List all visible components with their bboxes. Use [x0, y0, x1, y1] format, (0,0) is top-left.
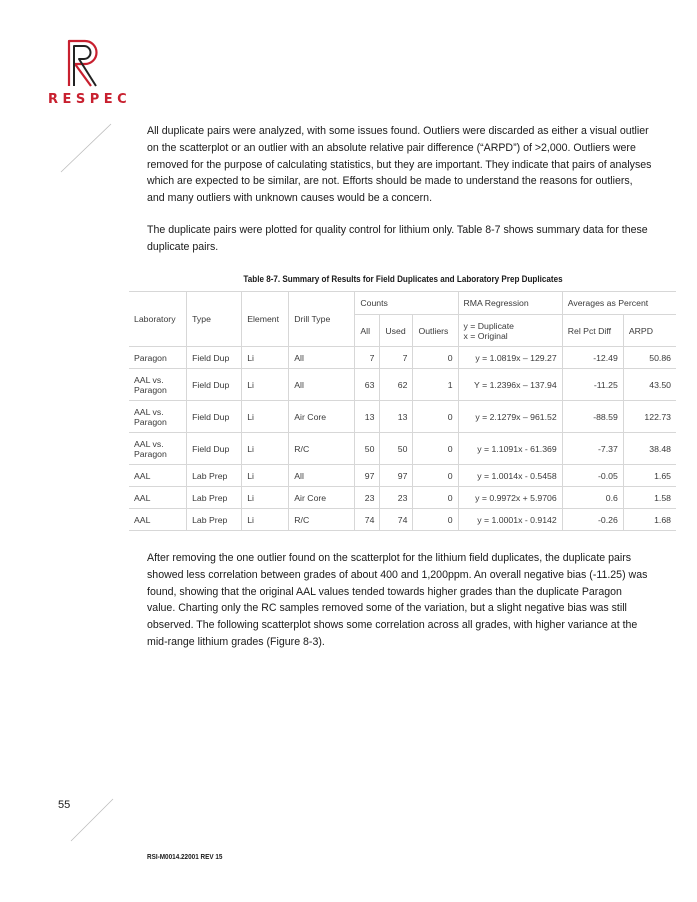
table-row [129, 465, 676, 487]
cell-rel-pct-diff: -12.49 [562, 347, 623, 369]
table-row [129, 487, 676, 509]
cell-outliers: 0 [413, 401, 458, 433]
cell-laboratory: AAL vs. Paragon [129, 401, 187, 433]
cell-rma: y = 1.0819x – 129.27 [458, 347, 562, 369]
cell-used: 62 [380, 369, 413, 401]
cell-type: Field Dup [187, 401, 242, 433]
cell-all: 7 [355, 347, 380, 369]
cell-used: 50 [380, 433, 413, 465]
cell-outliers: 0 [413, 465, 458, 487]
cell-type: Field Dup [187, 433, 242, 465]
table-row [129, 369, 676, 401]
table-row [129, 433, 676, 465]
cell-rma: y = 1.0014x - 0.5458 [458, 465, 562, 487]
cell-type: Lab Prep [187, 465, 242, 487]
cell-all: 74 [355, 509, 380, 531]
table-row [129, 347, 676, 369]
header-used: Used [380, 315, 413, 347]
cell-all: 50 [355, 433, 380, 465]
cell-drill-type: R/C [289, 509, 355, 531]
header-rma-regression: RMA Regression [458, 292, 562, 315]
cell-element: Li [242, 509, 289, 531]
cell-rel-pct-diff: -11.25 [562, 369, 623, 401]
header-type: Type [187, 292, 242, 347]
cell-outliers: 0 [413, 509, 458, 531]
cell-drill-type: All [289, 347, 355, 369]
cell-arpd: 1.58 [623, 487, 676, 509]
cell-drill-type: Air Core [289, 401, 355, 433]
header-drill-type: Drill Type [289, 292, 355, 347]
cell-used: 13 [380, 401, 413, 433]
cell-used: 97 [380, 465, 413, 487]
header-averages: Averages as Percent [562, 292, 676, 315]
cell-type: Lab Prep [187, 487, 242, 509]
header-outliers: Outliers [413, 315, 458, 347]
cell-rel-pct-diff: 0.6 [562, 487, 623, 509]
cell-used: 23 [380, 487, 413, 509]
cell-all: 97 [355, 465, 380, 487]
table-caption: Table 8-7. Summary of Results for Field Duplicates and Laboratory Prep Duplicates [243, 274, 563, 284]
cell-laboratory: AAL [129, 487, 187, 509]
cell-element: Li [242, 465, 289, 487]
cell-arpd: 122.73 [623, 401, 676, 433]
rma-y-definition: y = Duplicate [463, 320, 514, 331]
cell-rma: y = 2.1279x – 961.52 [458, 401, 562, 433]
cell-rel-pct-diff: -0.05 [562, 465, 623, 487]
cell-used: 74 [380, 509, 413, 531]
rma-x-definition: x = Original [463, 330, 508, 341]
cell-arpd: 50.86 [623, 347, 676, 369]
cell-type: Field Dup [187, 347, 242, 369]
cell-all: 23 [355, 487, 380, 509]
header-laboratory: Laboratory [129, 292, 187, 347]
cell-rma: y = 1.0001x - 0.9142 [458, 509, 562, 531]
decorative-diagonal-line [70, 798, 114, 842]
respec-logo [48, 38, 132, 118]
cell-all: 63 [355, 369, 380, 401]
cell-arpd: 38.48 [623, 433, 676, 465]
cell-laboratory: AAL [129, 509, 187, 531]
cell-rma: Y = 1.2396x – 137.94 [458, 369, 562, 401]
cell-rma: y = 1.1091x - 61.369 [458, 433, 562, 465]
cell-laboratory: AAL vs. Paragon [129, 433, 187, 465]
cell-element: Li [242, 369, 289, 401]
header-counts: Counts [355, 292, 458, 315]
cell-outliers: 0 [413, 433, 458, 465]
document-code: RSI-M0014.22001 REV 15 [147, 852, 223, 861]
cell-arpd: 1.65 [623, 465, 676, 487]
cell-type: Field Dup [187, 369, 242, 401]
header-all: All [355, 315, 380, 347]
cell-drill-type: Air Core [289, 487, 355, 509]
page-number: 55 [58, 799, 71, 811]
cell-drill-type: R/C [289, 433, 355, 465]
cell-rma: y = 0.9972x + 5.9706 [458, 487, 562, 509]
cell-drill-type: All [289, 369, 355, 401]
cell-laboratory: Paragon [129, 347, 187, 369]
cell-arpd: 1.68 [623, 509, 676, 531]
cell-laboratory: AAL [129, 465, 187, 487]
respec-r-logo-icon [65, 38, 99, 88]
header-arpd: ARPD [623, 315, 676, 347]
decorative-diagonal-line [60, 123, 112, 173]
cell-element: Li [242, 487, 289, 509]
table-row [129, 401, 676, 433]
cell-rel-pct-diff: -7.37 [562, 433, 623, 465]
cell-outliers: 1 [413, 369, 458, 401]
brand-wordmark: RESPEC [48, 92, 132, 107]
cell-element: Li [242, 347, 289, 369]
paragraph-bias-analysis: After removing the one outlier found on the scatterplot for the lithium field duplicates, the duplicate pairs showed less correlation between grades of about 400 and 1,200ppm. An overall negative bias (-11.25) was found, showing that the original AAL values tended towards higher grades than the duplicate Paragon value. Charting only the RC samples removed some of the variation, but a slight negative bias was still observed. The following scatterplot shows some correlation across all grades, with higher variance at the mid-range lithium grades (Figure 8-3). [147, 552, 648, 648]
cell-rel-pct-diff: -0.26 [562, 509, 623, 531]
cell-drill-type: All [289, 465, 355, 487]
header-rma-formula [458, 315, 562, 347]
cell-outliers: 0 [413, 347, 458, 369]
cell-all: 13 [355, 401, 380, 433]
cell-used: 7 [380, 347, 413, 369]
cell-element: Li [242, 433, 289, 465]
cell-outliers: 0 [413, 487, 458, 509]
cell-type: Lab Prep [187, 509, 242, 531]
cell-laboratory: AAL vs. Paragon [129, 369, 187, 401]
paragraph-duplicate-pairs: The duplicate pairs were plotted for quality control for lithium only. Table 8-7 shows summary data for these duplicate pairs. [147, 224, 648, 253]
table-row [129, 509, 676, 531]
header-rel-pct-diff: Rel Pct Diff [562, 315, 623, 347]
cell-element: Li [242, 401, 289, 433]
cell-rel-pct-diff: -88.59 [562, 401, 623, 433]
cell-arpd: 43.50 [623, 369, 676, 401]
header-element: Element [242, 292, 289, 347]
duplicates-summary-table [129, 291, 676, 531]
paragraph-outliers: All duplicate pairs were analyzed, with some issues found. Outliers were discarded as either a visual outlier on the scatterplot or an outlier with an absolute relative pair difference (“ARPD”) of >2,000. Outliers were removed for the purpose of calculating statistics, but they are important. They indicate that pairs of analyses which are expected to be similar, are not. Efforts should be made to understand the reasons for outliers, and many outliers with unknown causes would be a concern. [147, 125, 652, 205]
